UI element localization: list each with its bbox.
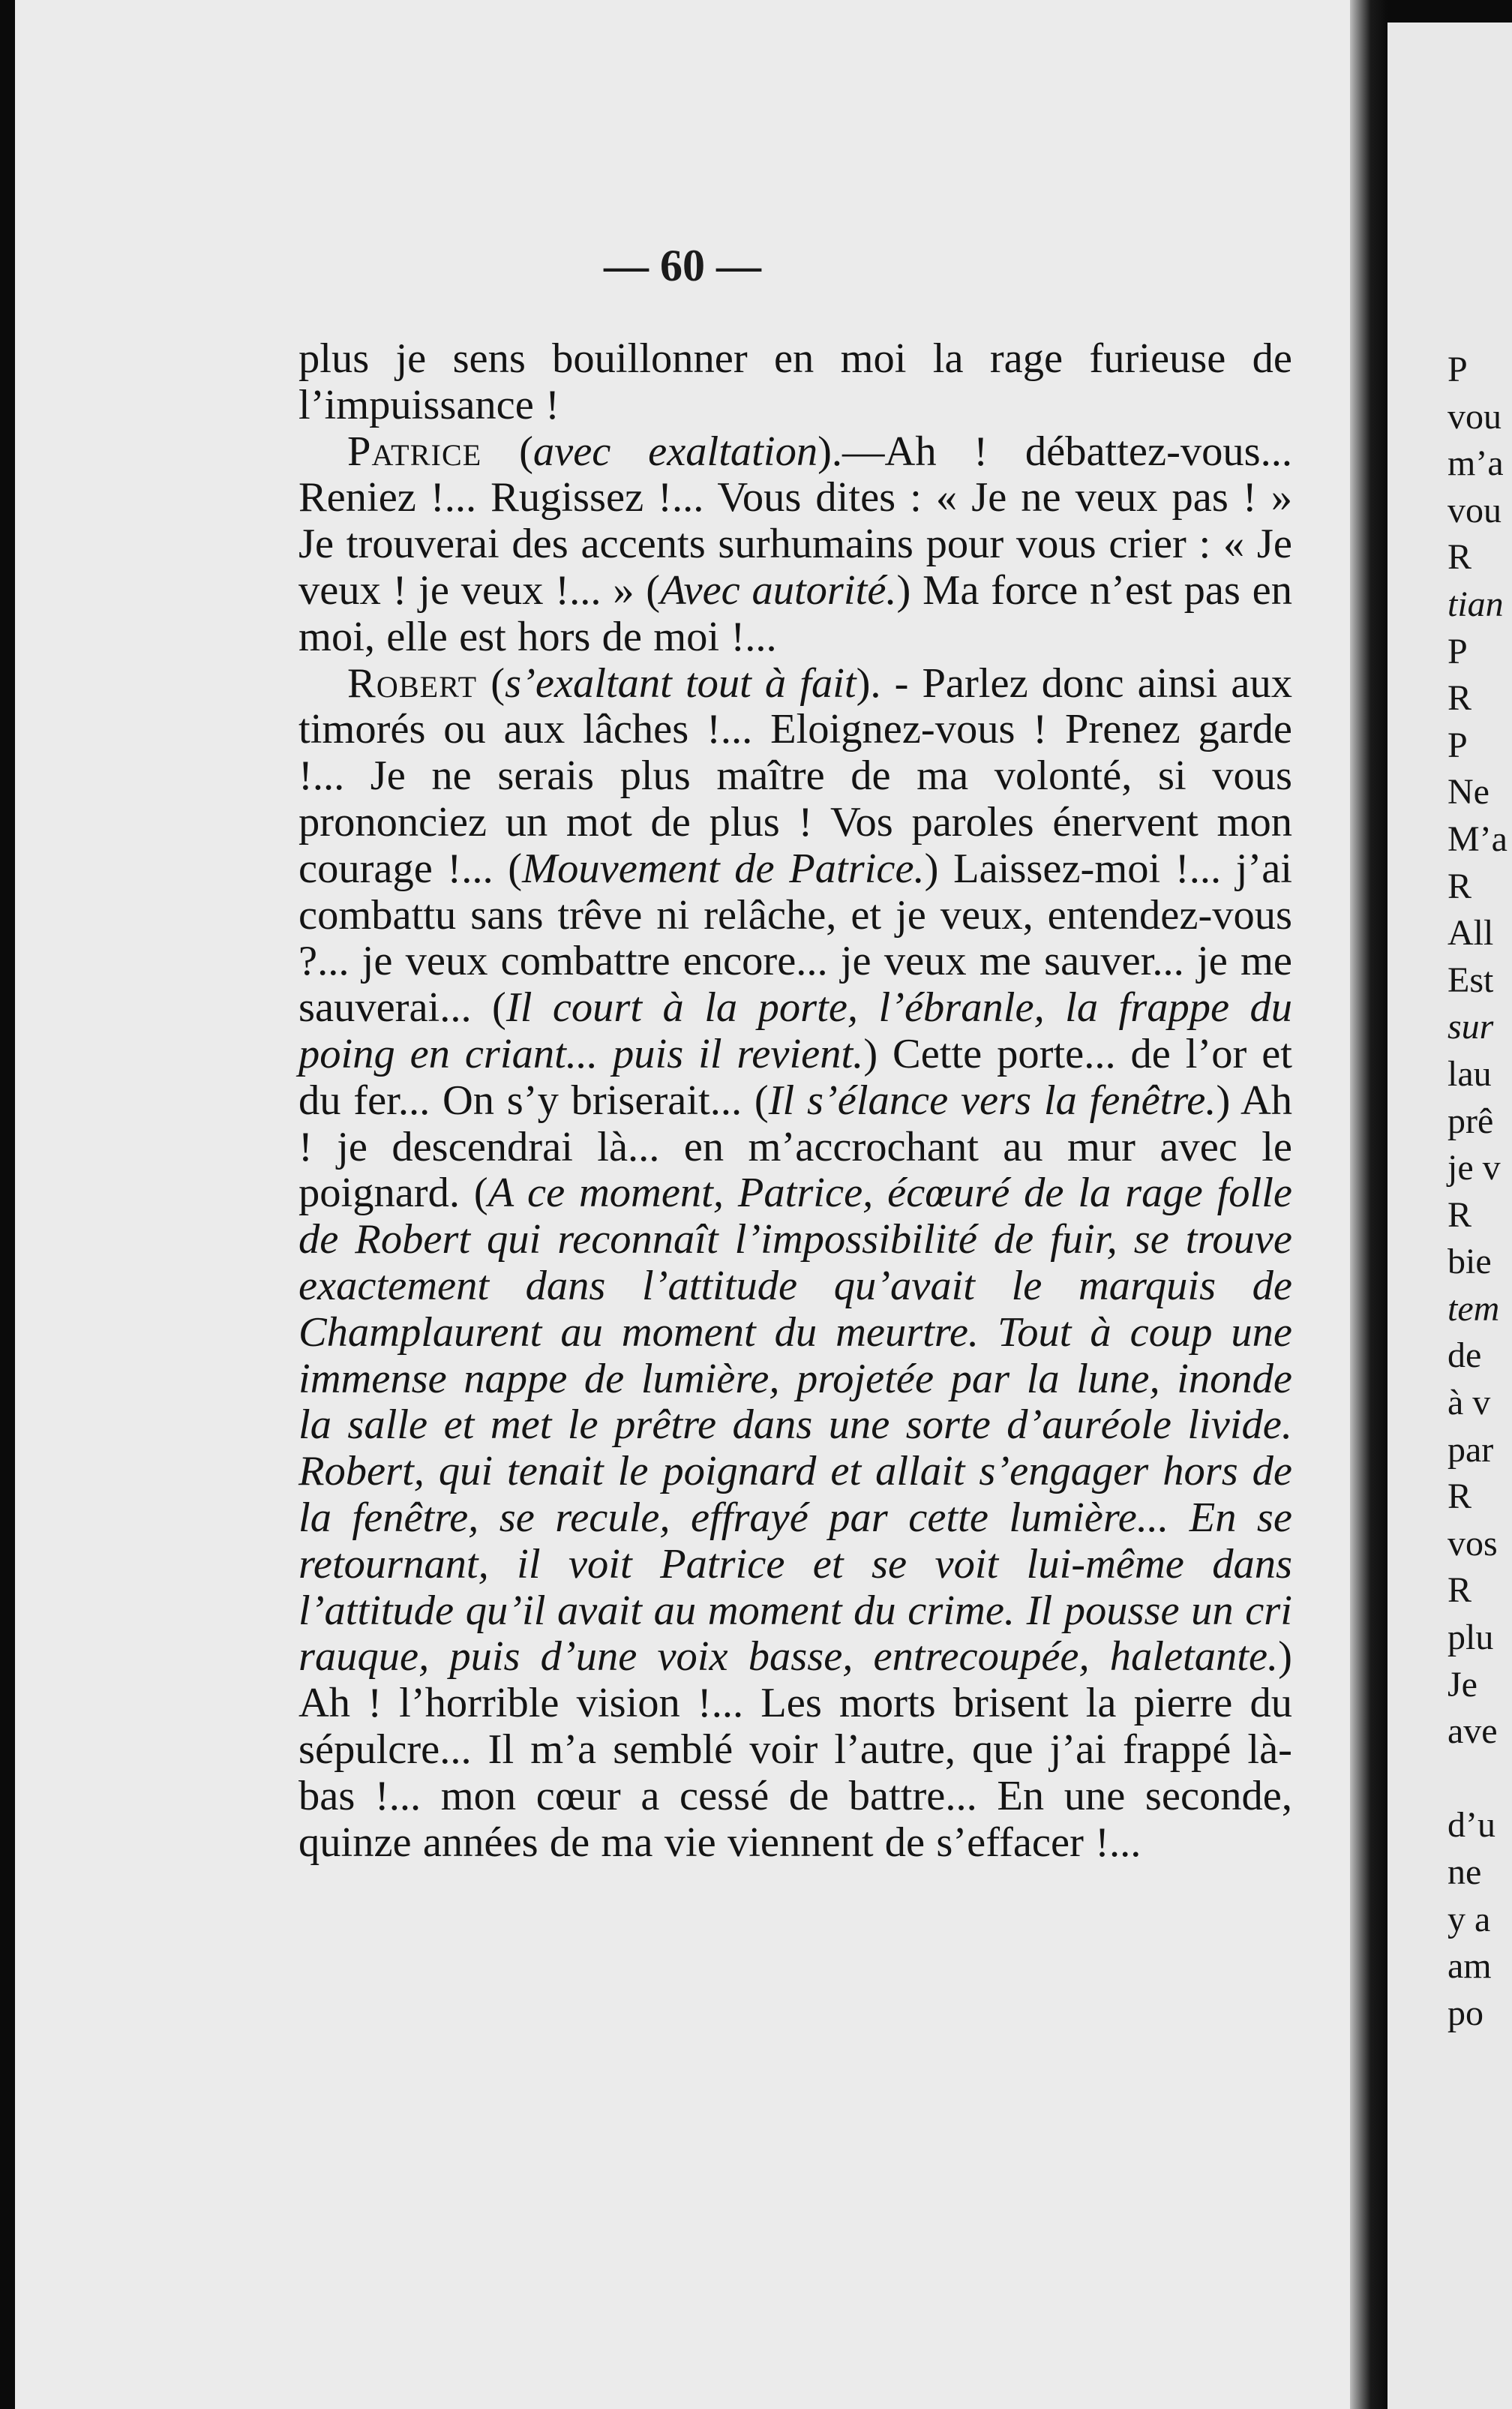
facing-page-line: am — [1448, 1946, 1492, 1987]
facing-page-line: m’a — [1448, 443, 1504, 484]
facing-page-line: ne — [1448, 1852, 1482, 1892]
speech-paragraph — [298, 429, 1292, 661]
facing-page-line: P — [1448, 631, 1468, 671]
book-gutter — [1350, 0, 1388, 2409]
facing-page-line: R — [1448, 866, 1472, 906]
facing-page-line: R — [1448, 1194, 1472, 1235]
dialogue-text: ) Ah ! je descendrai là... en m’accrochant au mur avec le poignard. ( — [298, 1077, 1292, 1217]
speaker-name: Patrice — [347, 428, 482, 475]
facing-page-line: prê — [1448, 1101, 1494, 1141]
facing-page-line: R — [1448, 1476, 1472, 1517]
continued-paragraph — [298, 336, 1292, 429]
dialogue-text: ( — [477, 659, 506, 707]
facing-page-line: je v — [1448, 1148, 1501, 1188]
facing-page-line: po — [1448, 1993, 1484, 2033]
speech-paragraph — [298, 661, 1292, 1867]
facing-page-line: tian — [1448, 584, 1504, 624]
stage-direction: avec exaltation — [532, 428, 818, 475]
stage-direction: A ce moment, Patrice, écœuré de la rage folle de Robert qui reconnaît l’impossibilité de fuir, se trouve exactement dans l’attitude qu’avait le marquis de Champlaurent au moment du meurtre. Tout à coup une immense nappe de lumière, projetée par la lune, inonde la salle et met le prêtre dans une sorte d’auréole livide. Robert, qui tenait le poignard et allait s’engager hors de la fenêtre, se recule, effrayé par cette lumière... En se retournant, il voit Patrice et se voit lui-même dans l’attitude qu’il avait au moment du crime. Il pousse un cri rauque, puis d’une voix basse, entrecoupée, haletante. — [298, 1170, 1292, 1681]
facing-page-line — [1448, 1756, 1512, 1803]
facing-page-line: All — [1448, 913, 1494, 954]
stage-direction: Mouvement de Patrice. — [522, 845, 925, 892]
speaker-name: Robert — [347, 659, 478, 707]
facing-page-line: d’u — [1448, 1805, 1496, 1846]
facing-page-line: P — [1448, 350, 1468, 389]
stage-direction: Il s’élance vers la fenêtre. — [768, 1077, 1216, 1124]
facing-page-line: vou — [1448, 396, 1502, 437]
facing-page-text — [1448, 347, 1512, 2037]
facing-page-line: de — [1448, 1335, 1482, 1376]
facing-page-line: à v — [1448, 1383, 1491, 1423]
stage-direction: Avec autorité. — [660, 566, 897, 614]
dialogue-text: ) Ah ! l’horrible vision !... Les morts brisent la pierre du sépulcre... Il m’a semblé voir l’autre, que j’ai frappé là-bas !... mon cœur a cessé de battre... En une seconde, quinze années de ma vie viennent de s’effacer !... — [298, 1633, 1292, 1866]
left-page — [15, 0, 1350, 2409]
facing-page-line: P — [1448, 725, 1468, 765]
facing-page-line: sur — [1448, 1007, 1494, 1047]
stage-direction: s’exaltant tout à fait — [505, 659, 856, 707]
facing-page-line: tem — [1448, 1288, 1500, 1329]
facing-page-line: M’a — [1448, 819, 1508, 859]
dialogue-text: ( — [482, 428, 533, 475]
facing-page-line: R — [1448, 678, 1472, 719]
facing-page-line: R — [1448, 1570, 1472, 1611]
facing-page-line: plu — [1448, 1618, 1494, 1658]
dialogue-text: ) Laissez-moi !... j’ai combattu sans trêve ni relâche, et je veux, entendez-vous ?... je veux combattre encore... je veux me sauver... je me sauverai... ( — [298, 845, 1293, 1032]
facing-page-line: vos — [1448, 1523, 1498, 1563]
facing-page-line: y a — [1448, 1899, 1491, 1939]
facing-page-line: lau — [1448, 1053, 1492, 1094]
facing-page-line: ave — [1448, 1711, 1498, 1752]
facing-page-line: Est — [1448, 960, 1494, 1000]
page-number: — 60 — — [604, 241, 761, 290]
dialogue-text: ). - Parlez donc ainsi aux timorés ou aux lâches !... Eloignez-vous ! Prenez garde !... Je ne serais plus maître de ma volonté, si vous prononciez un mot de plus ! Vos paroles énervent mon courage !... ( — [298, 659, 1292, 892]
stage-direction: Il court à la porte, l’ébranle, la frappe du poing en criant... puis il revient. — [298, 984, 1292, 1077]
facing-page-line: bie — [1448, 1242, 1492, 1282]
dialogue-text: plus je sens bouillonner en moi la rage furieuse de l’impuissance ! — [298, 335, 1292, 428]
facing-page-line: vou — [1448, 490, 1502, 530]
facing-page — [1388, 23, 1512, 2409]
dialogue-text: ).—Ah ! débattez-vous... Reniez !... Rugissez !... Vous dites : « Je ne veux pas ! » Je trouverai des accents surhumains pour vous crier : « Je veux ! je veux !... » ( — [298, 428, 1292, 614]
dialogue-text: ) Cette porte... de l’or et du fer... On s’y briserait... ( — [298, 1030, 1292, 1124]
facing-page-line: Ne — [1448, 772, 1490, 813]
dialogue-text: ) Ma force n’est pas en moi, elle est hors de moi !... — [298, 566, 1292, 660]
facing-page-line: Je — [1448, 1664, 1478, 1705]
page-text — [298, 336, 1292, 1866]
facing-page-line: R — [1448, 537, 1472, 578]
facing-page-line: par — [1448, 1429, 1494, 1470]
